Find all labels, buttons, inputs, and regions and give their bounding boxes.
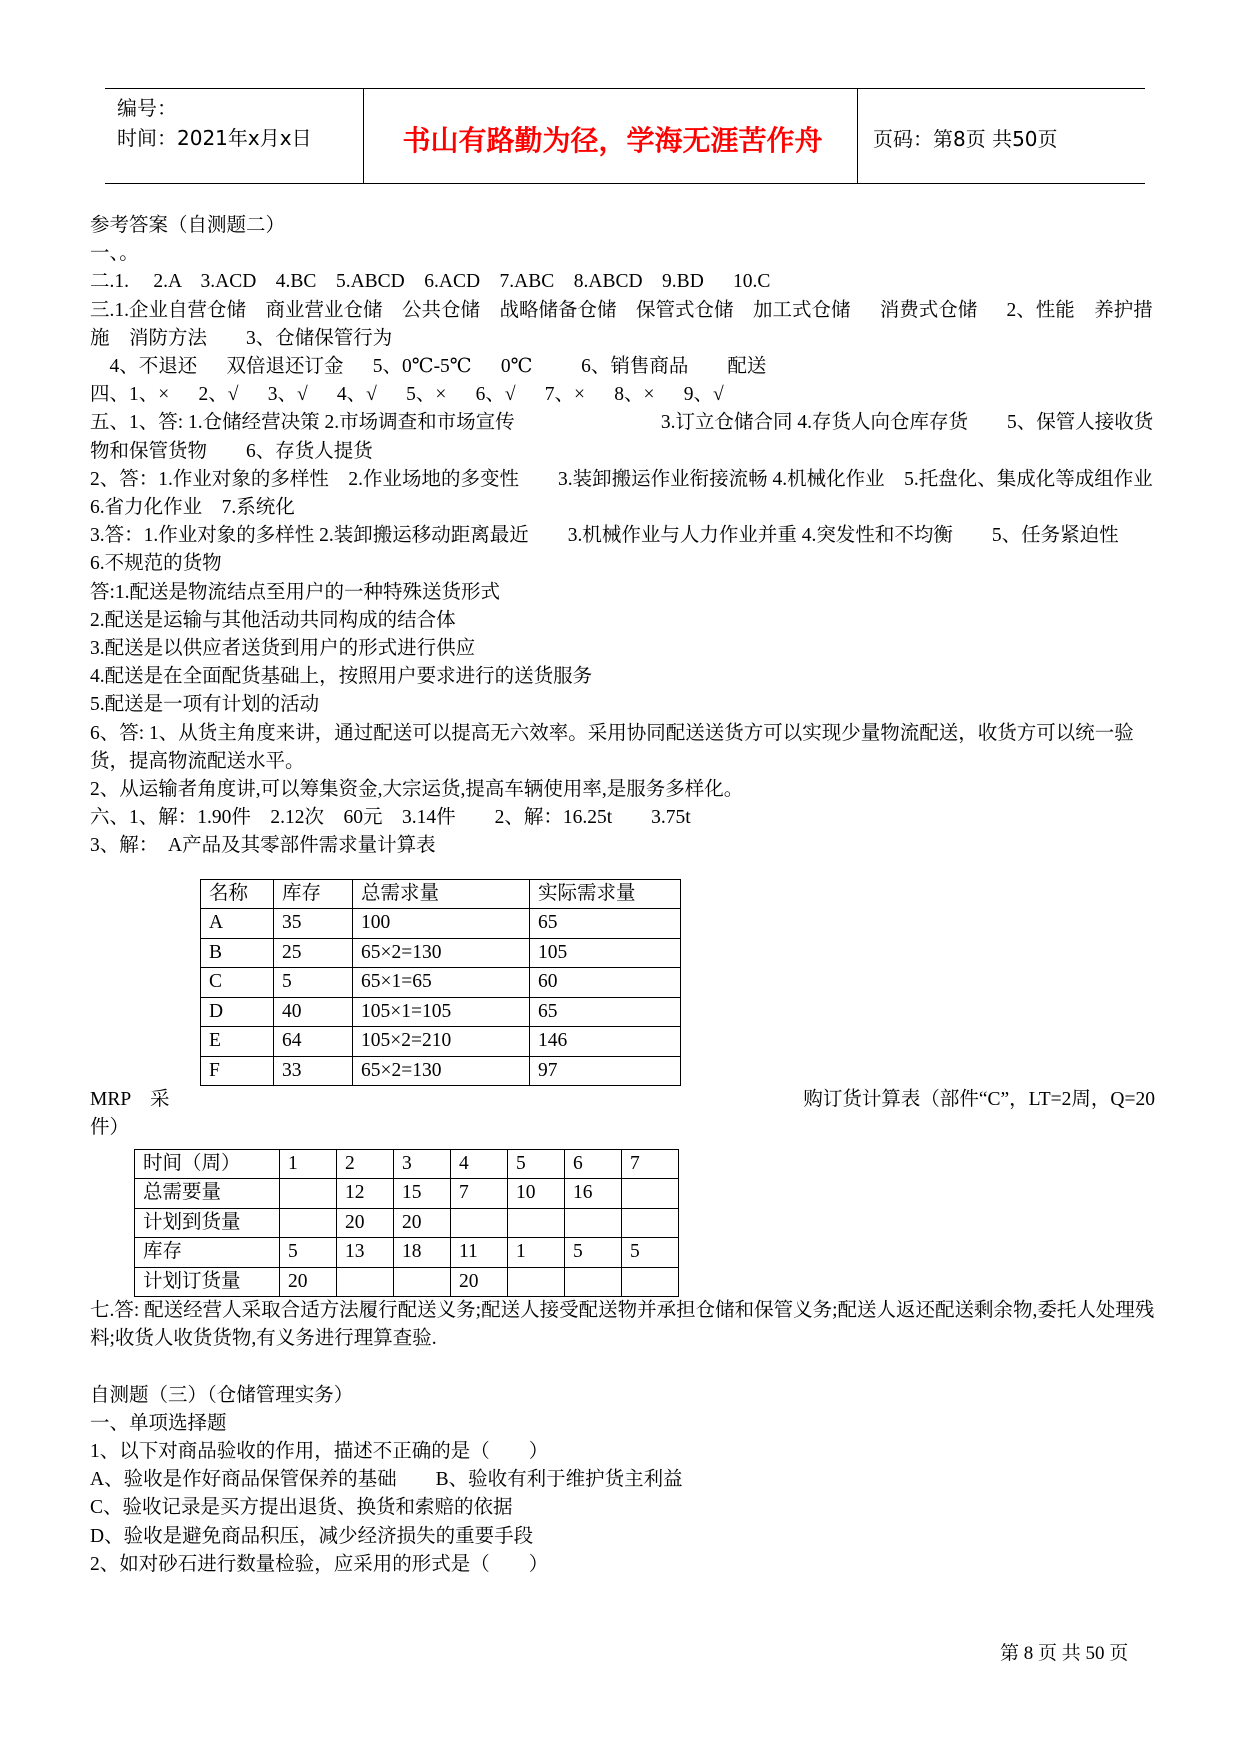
text-line: 1、以下对商品验收的作用，描述不正确的是（ ） [90,1441,549,1463]
table-cell: 实际需求量 [530,879,681,909]
text-line: 3.配送是以供应者送货到用户的形式进行供应 [90,638,476,660]
time-label: 时间：2021年x月x日 [117,126,312,150]
table-cell: 97 [530,1056,681,1086]
table-cell: 名称 [201,879,274,909]
table-cell [622,1208,679,1238]
table-cell: 65 [530,909,681,939]
table-row [135,1238,679,1268]
text-line: 6、答: 1、从货主角度来讲，通过配送可以提高无六效率。采用协同配送送货方可以实现少量物流配送，收货方可以统一验货，提高物流配送水平。 [90,722,1134,772]
mrp-caption [90,1086,1155,1114]
text-line: 5.配送是一项有计划的活动 [90,694,320,716]
table-cell: 5 [565,1238,622,1268]
table-cell [280,1208,337,1238]
table-cell: 64 [274,1027,353,1057]
table-cell: 20 [451,1267,508,1297]
table-row [201,997,681,1027]
table-cell: 6 [565,1149,622,1179]
table-cell [451,1208,508,1238]
table-cell: 100 [353,909,530,939]
table-cell: 40 [274,997,353,1027]
table-cell [508,1208,565,1238]
table-cell: F [201,1056,274,1086]
text-line: 一、单项选择题 [90,1412,227,1434]
header-left [117,93,312,153]
table-row [135,1179,679,1209]
text-line: 二.1. 2.A 3.ACD 4.BC 5.ABCD 6.ACD 7.ABC 8.ABCD 9.BD 10.C [90,271,771,293]
mrp-caption-cont: 件） [90,1117,130,1139]
table-row [135,1267,679,1297]
table-cell: 25 [274,938,353,968]
header-page-label: 页码：第8页 共50页 [873,127,1058,151]
table-cell [280,1179,337,1209]
demand-table [200,879,681,1087]
table-cell: 4 [451,1149,508,1179]
table-cell [565,1208,622,1238]
number-label: 编号： [117,96,177,120]
document-body [90,212,1217,1579]
table-cell: 12 [337,1179,394,1209]
table-cell: 1 [280,1149,337,1179]
table-row [201,879,681,909]
table-cell: 1 [508,1238,565,1268]
table-cell: 库存 [274,879,353,909]
table-cell: A [201,909,274,939]
table-row [201,909,681,939]
table-cell: 60 [530,968,681,998]
table-cell: 35 [274,909,353,939]
table-cell: 20 [394,1208,451,1238]
table-cell: C [201,968,274,998]
text-line: 七.答: 配送经营人采取合适方法履行配送义务;配送人接受配送物并承担仓储和保管义务;配送人返还配送剩余物,委托人处理残料;收货人收货货物,有义务进行理算查验. [90,1300,1155,1350]
table-cell: 146 [530,1027,681,1057]
mrp-caption-left: MRP 采 [90,1089,170,1111]
table-cell: 65×2=130 [353,938,530,968]
text-line: 五、1、答: 1.仓储经营决策 2.市场调查和市场宣传 3.订立仓储合同 4.存货人向仓库存货 5、保管人接收货物和保管货物 6、存货人提货 [90,412,1154,462]
table-cell: D [201,997,274,1027]
answer-section [90,212,1217,861]
table-cell [565,1267,622,1297]
text-line: 3.答：1.作业对象的多样性 2.装卸搬运移动距离最近 3.机械作业与人力作业并重 4.突发性和不均衡 5、任务紧迫性 6.不规范的货物 [90,525,1217,575]
table-cell: 65×2=130 [353,1056,530,1086]
text-line: 4、不退还 双倍退还订金 5、0℃-5℃ 0℃ 6、销售商品 配送 [90,356,767,378]
table-cell [394,1267,451,1297]
table-cell: 65×1=65 [353,968,530,998]
text-line: 2、如对砂石进行数量检验，应采用的形式是（ ） [90,1553,549,1575]
page-footer: 第 8 页 共 50 页 [1000,1643,1129,1664]
text-line: 三.1.企业自营仓储 商业营业仓储 公共仓储 战略储备仓储 保管式仓储 加工式仓储 消费式仓储 2、性能 养护措施 消防方法 3、仓储保管行为 [90,299,1153,349]
text-line: 4.配送是在全面配货基础上，按照用户要求进行的送货服务 [90,666,593,688]
table-cell: 3 [394,1149,451,1179]
table-cell: 13 [337,1238,394,1268]
text-line: C、验收记录是买方提出退货、换货和索赔的依据 [90,1497,513,1519]
table-cell: 5 [622,1238,679,1268]
table-row [201,968,681,998]
text-line: 2.配送是运输与其他活动共同构成的结合体 [90,609,456,631]
table-cell: 计划到货量 [135,1208,280,1238]
table-row [135,1208,679,1238]
text-line: 六、1、解：1.90件 2.12次 60元 3.14件 2、解：16.25t 3.75t [90,807,691,829]
table-cell [622,1267,679,1297]
table-cell [337,1267,394,1297]
table-cell: 105×1=105 [353,997,530,1027]
table-cell [508,1267,565,1297]
table-cell: 7 [451,1179,508,1209]
table-row [201,1056,681,1086]
table-row [201,1027,681,1057]
table-cell: 时间（周） [135,1149,280,1179]
mrp-caption-right: 购订货计算表（部件“C”，LT=2周，Q=20 [803,1089,1155,1111]
table-cell [622,1179,679,1209]
mrp-table [134,1149,679,1298]
table-cell: 5 [274,968,353,998]
table-cell: 5 [280,1238,337,1268]
text-line: A、验收是作好商品保管保养的基础 B、验收有利于维护货主利益 [90,1469,683,1491]
text-line: 自测题（三）（仓储管理实务） [90,1384,354,1406]
table-cell: 105×2=210 [353,1027,530,1057]
header-divider [363,89,364,183]
table-cell: B [201,938,274,968]
table-cell: 20 [280,1267,337,1297]
table-cell: 计划订货量 [135,1267,280,1297]
text-line: 一、。 [90,243,139,265]
table-cell: 105 [530,938,681,968]
table-cell: 7 [622,1149,679,1179]
header-motto: 书山有路勤为径，学海无涯苦作舟 [402,124,823,157]
text-line: 答:1.配送是物流结点至用户的一种特殊送货形式 [90,581,501,603]
self-test-section [90,1297,1155,1579]
text-line [90,1353,1155,1381]
table-cell: 20 [337,1208,394,1238]
table-cell: 2 [337,1149,394,1179]
table-cell: 65 [530,997,681,1027]
page-header [105,88,1145,184]
table-cell: 16 [565,1179,622,1209]
table-cell: 总需求量 [353,879,530,909]
table-cell: 15 [394,1179,451,1209]
table-cell: 11 [451,1238,508,1268]
table-cell: 总需要量 [135,1179,280,1209]
text-line: 2、从运输者角度讲,可以筹集资金,大宗运货,提高车辆使用率,是服务多样化。 [90,779,744,801]
table-row [201,938,681,968]
text-line: 3、解： A产品及其零部件需求量计算表 [90,835,436,857]
table-row [135,1149,679,1179]
text-line: 四、1、× 2、√ 3、√ 4、√ 5、× 6、√ 7、× 8、× 9、√ [90,384,724,406]
table-cell: E [201,1027,274,1057]
table-cell: 5 [508,1149,565,1179]
table-cell: 33 [274,1056,353,1086]
table-cell: 10 [508,1179,565,1209]
header-divider [857,89,858,183]
table-cell: 库存 [135,1238,280,1268]
text-line: 2、答：1.作业对象的多样性 2.作业场地的多变性 3.装卸搬运作业衔接流畅 4.机械化作业 5.托盘化、集成化等成组作业 6.省力化作业 7.系统化 [90,468,1173,519]
text-line: D、验收是避免商品积压，减少经济损失的重要手段 [90,1525,534,1547]
text-line: 参考答案（自测题二） [90,215,286,236]
table-cell: 18 [394,1238,451,1268]
